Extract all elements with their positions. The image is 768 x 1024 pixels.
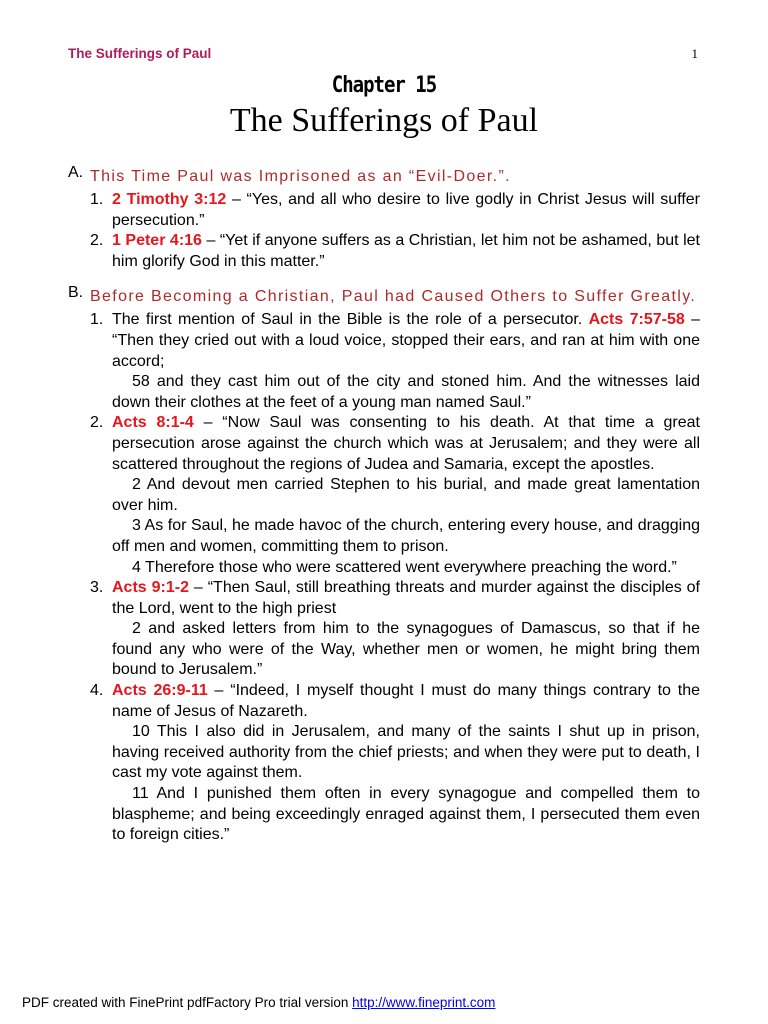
scripture-reference: Acts 8:1-4 <box>112 414 194 432</box>
section-heading: Before Becoming a Christian, Paul had Caused Others to Suffer Greatly. <box>90 288 697 306</box>
list-item <box>90 231 700 272</box>
item-number: 4. <box>90 682 104 700</box>
verse-text: 4 Therefore those who were scattered went everywhere preaching the word.” <box>132 558 677 576</box>
section-letter: A. <box>68 164 84 181</box>
page-number: 1 <box>691 46 698 61</box>
quote-text: – “Indeed, I myself thought I must do many things contrary to the name of Jesus of Nazareth. <box>112 682 700 720</box>
lead-text: The first mention of Saul in the Bible is the role of a persecutor. <box>112 311 589 329</box>
verse-text: 11 And I punished them often in every synagogue and compelled them to blaspheme; and being exceedingly enraged against them, I persecuted them even to foreign cities.” <box>112 785 700 844</box>
footer-text: PDF created with FinePrint pdfFactory Pro trial version <box>22 995 353 1010</box>
item-number: 2. <box>90 232 104 250</box>
footer-link[interactable]: http://www.fineprint.com <box>352 995 496 1010</box>
item-number: 2. <box>90 414 104 432</box>
chapter-title: The Sufferings of Paul <box>229 102 539 139</box>
scripture-reference: Acts 26:9-11 <box>112 682 208 700</box>
list-item <box>90 413 700 578</box>
footer <box>22 995 495 1010</box>
section-heading: This Time Paul was Imprisoned as an “Evil-Doer.”. <box>90 168 511 185</box>
chapter-label: Chapter 15 <box>331 72 437 98</box>
item-number: 1. <box>90 191 104 208</box>
quote-text: – “Then they cried out with a loud voice, stopped their ears, and ran at him with one accord; <box>112 311 701 370</box>
verse-text: 2 And devout men carried Stephen to his burial, and made great lamentation over him. <box>112 476 700 514</box>
verse-text: 10 This I also did in Jerusalem, and many of the saints I shut up in prison, having received authority from the chief priests; and when they were put to death, I cast my vote against them. <box>112 723 700 782</box>
body-text <box>68 166 700 846</box>
list-item <box>90 190 700 231</box>
scripture-reference: Acts 9:1-2 <box>112 579 189 597</box>
section-a <box>68 163 700 272</box>
quote-text: – “Then Saul, still breathing threats and murder against the disciples of the Lord, went to the high priest <box>112 579 700 617</box>
item-number: 3. <box>90 579 104 597</box>
scripture-reference: 1 Peter 4:16 <box>112 232 202 250</box>
section-letter: B. <box>68 284 84 302</box>
list-item <box>90 578 700 681</box>
section-b <box>68 283 700 845</box>
quote-text: – “Now Saul was consenting to his death. At that time a great persecution arose against the church which was at Jerusalem; and they were all scattered throughout the regions of Judea and Samaria, except the apostles. <box>112 414 700 473</box>
verse-text: 2 and asked letters from him to the synagogues of Damascus, so that if he found any who were of the Way, whether men or women, he might bring them bound to Jerusalem.” <box>112 620 700 679</box>
scripture-reference: Acts 7:57-58 <box>588 311 685 329</box>
item-number: 1. <box>90 311 104 329</box>
running-header: The Sufferings of Paul <box>68 46 212 61</box>
quote-text: – “Yet if anyone suffers as a Christian, let him not be ashamed, but let him glorify God in this matter.” <box>112 232 700 270</box>
verse-text: 3 As for Saul, he made havoc of the church, entering every house, and dragging off men and women, committing them to prison. <box>112 517 700 555</box>
verse-text: 58 and they cast him out of the city and stoned him. And the witnesses laid down their clothes at the feet of a young man named Saul.” <box>112 373 700 411</box>
list-item <box>90 681 700 846</box>
scripture-reference: 2 Timothy 3:12 <box>112 191 227 208</box>
quote-text: – “Yes, and all who desire to live godly in Christ Jesus will suffer persecution.” <box>112 191 700 229</box>
list-item <box>90 310 700 413</box>
